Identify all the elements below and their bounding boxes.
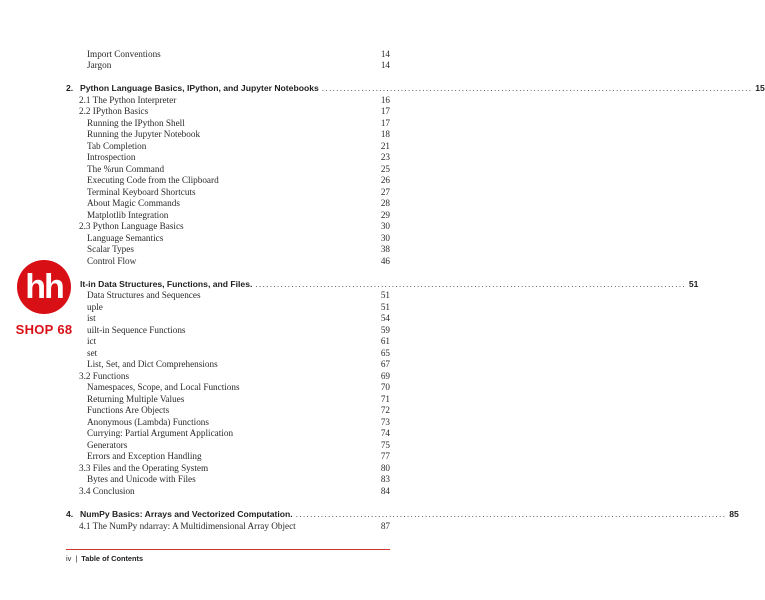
page-number: 21 — [380, 141, 390, 151]
toc-chapter-entry — [66, 82, 765, 94]
entry-title: Currying: Partial Argument Application — [87, 428, 234, 438]
toc-entry — [66, 128, 390, 140]
page-number: 27 — [380, 187, 390, 197]
entry-title: set — [87, 348, 98, 358]
entry-title: Errors and Exception Handling — [87, 451, 202, 461]
page-number: 29 — [380, 210, 390, 220]
entry-title: Control Flow — [87, 256, 137, 266]
toc-entry — [66, 255, 390, 267]
entry-title: ist — [87, 313, 96, 323]
page-number: 77 — [380, 451, 390, 461]
entry-title: Language Semantics — [87, 233, 164, 243]
page-number: 72 — [380, 405, 390, 415]
page-number: 25 — [380, 164, 390, 174]
entry-title: 3.3 Files and the Operating System — [79, 463, 209, 473]
page-number: 38 — [380, 244, 390, 254]
page-number: 30 — [380, 233, 390, 243]
entry-title: Namespaces, Scope, and Local Functions — [87, 382, 240, 392]
entry-title: 2.2 IPython Basics — [79, 106, 149, 116]
logo-mark: hh — [17, 260, 71, 314]
toc-entry — [66, 220, 390, 232]
toc-entry — [66, 381, 390, 393]
entry-title: uilt-in Sequence Functions — [87, 325, 186, 335]
entry-title: ict — [87, 336, 97, 346]
page-number: 14 — [380, 60, 390, 70]
entry-title: Executing Code from the Clipboard — [87, 175, 219, 185]
toc-entry — [66, 243, 390, 255]
chapter-title: lt-in Data Structures, Functions, and Files. — [80, 279, 253, 289]
page-number: 15 — [755, 83, 765, 93]
entry-title: Terminal Keyboard Shortcuts — [87, 187, 196, 197]
logo-text: SHOP 68 — [15, 322, 73, 337]
footer-separator: | — [75, 554, 78, 563]
page-number: 84 — [380, 486, 390, 496]
page-number: 65 — [380, 348, 390, 358]
entry-title: 3.2 Functions — [79, 371, 130, 381]
chapter-title: Python Language Basics, IPython, and Jupyter Notebooks — [80, 83, 319, 93]
toc-chapter-entry — [66, 508, 739, 520]
dot-leader: ........................................................................................................................ — [321, 83, 753, 93]
footer-title: Table of Contents — [81, 554, 144, 563]
toc-entry — [66, 105, 390, 117]
toc-entry — [66, 520, 390, 532]
entry-title: Import Conventions — [87, 49, 161, 59]
entry-title: Functions Are Objects — [87, 405, 170, 415]
entry-title: 2.3 Python Language Basics — [79, 221, 184, 231]
toc-entry — [66, 358, 390, 370]
page-number: 71 — [380, 394, 390, 404]
toc-entry — [66, 59, 390, 71]
entry-title: Anonymous (Lambda) Functions — [87, 417, 209, 427]
toc-entry — [66, 427, 390, 439]
entry-title: 4.1 The NumPy ndarray: A Multidimensional Array Object — [79, 521, 296, 531]
page-number: 83 — [380, 474, 390, 484]
page-number: 51 — [380, 302, 390, 312]
page-number: 16 — [380, 95, 390, 105]
toc-entry — [66, 485, 390, 497]
entry-title: Running the Jupyter Notebook — [87, 129, 201, 139]
page-number: 17 — [380, 106, 390, 116]
entry-title: Data Structures and Sequences — [87, 290, 201, 300]
page-footer — [66, 554, 143, 566]
dot-leader: ........................................................................................................................ — [295, 509, 727, 519]
toc-entry — [66, 450, 390, 462]
entry-title: uple — [87, 302, 103, 312]
page-number: 26 — [380, 175, 390, 185]
chapter-number: 4. — [66, 509, 74, 519]
toc-entry — [66, 473, 390, 485]
toc-entry — [66, 174, 390, 186]
page-number: 74 — [380, 428, 390, 438]
entry-title: Scalar Types — [87, 244, 134, 254]
entry-title: 2.1 The Python Interpreter — [79, 95, 177, 105]
page-number: iv — [66, 554, 72, 563]
entry-title: Bytes and Unicode with Files — [87, 474, 196, 484]
page-number: 51 — [380, 290, 390, 300]
entry-title: About Magic Commands — [87, 198, 180, 208]
entry-title: Introspection — [87, 152, 136, 162]
page-number: 67 — [380, 359, 390, 369]
page-number: 28 — [380, 198, 390, 208]
page-number: 54 — [380, 313, 390, 323]
chapter-number: 2. — [66, 83, 74, 93]
shop-logo — [6, 260, 78, 350]
entry-title: The %run Command — [87, 164, 165, 174]
page-number: 51 — [688, 279, 699, 289]
entry-title: 3.4 Conclusion — [79, 486, 135, 496]
dot-leader: ........................................................................................................................ — [255, 279, 686, 289]
page-number: 30 — [380, 221, 390, 231]
toc-entry — [66, 151, 390, 163]
toc-entry — [66, 312, 390, 324]
page-number: 46 — [380, 256, 390, 266]
entry-title: Running the IPython Shell — [87, 118, 185, 128]
page-number: 17 — [380, 118, 390, 128]
entry-title: Matplotlib Integration — [87, 210, 169, 220]
entry-title: List, Set, and Dict Comprehensions — [87, 359, 218, 369]
page-number: 69 — [380, 371, 390, 381]
page-number: 75 — [380, 440, 390, 450]
entry-title: Tab Completion — [87, 141, 147, 151]
chapter-title: NumPy Basics: Arrays and Vectorized Computation. — [80, 509, 293, 519]
page-number: 80 — [380, 463, 390, 473]
page-number: 23 — [380, 152, 390, 162]
toc-entry — [66, 404, 390, 416]
page-number: 59 — [380, 325, 390, 335]
page-number: 85 — [729, 509, 739, 519]
entry-title: Jargon — [87, 60, 112, 70]
toc-entry — [66, 289, 390, 301]
page-number: 18 — [380, 129, 390, 139]
entry-title: Returning Multiple Values — [87, 394, 185, 404]
page-number: 70 — [380, 382, 390, 392]
toc-entry — [66, 335, 390, 347]
footer-rule — [66, 549, 390, 550]
toc-entry — [66, 197, 390, 209]
page-number: 73 — [380, 417, 390, 427]
page-number: 14 — [380, 49, 390, 59]
page-number: 87 — [380, 521, 390, 531]
page-number: 61 — [380, 336, 390, 346]
entry-title: Generators — [87, 440, 128, 450]
